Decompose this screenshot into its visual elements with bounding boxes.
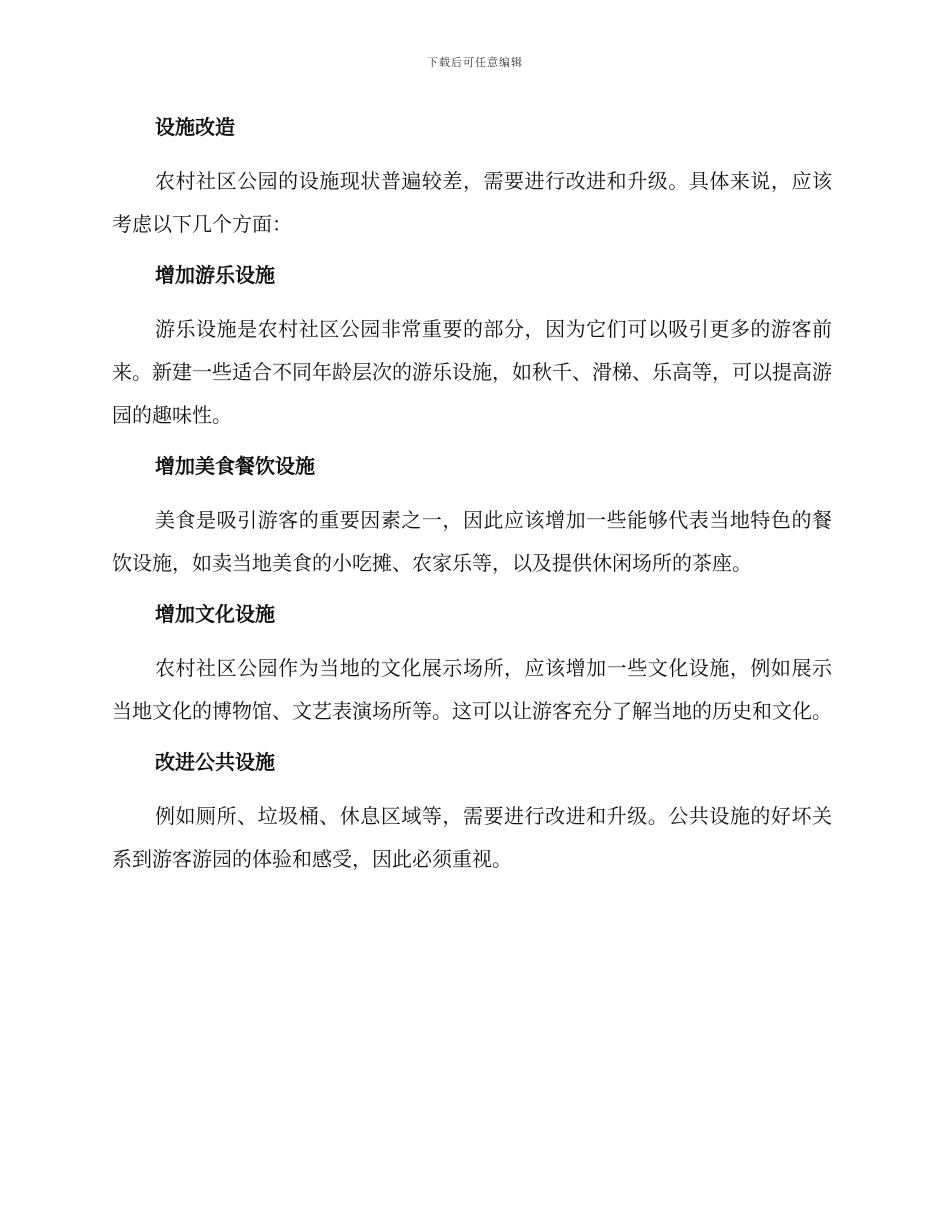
- section-cultural-facilities: [112, 595, 832, 733]
- section-facility-renovation: [112, 108, 832, 246]
- section-heading: 改进公共设施: [155, 750, 275, 774]
- section-public-facilities: [112, 743, 832, 881]
- section-heading: 增加游乐设施: [155, 263, 275, 287]
- section-heading: 设施改造: [155, 115, 235, 139]
- section-paragraph: 农村社区公园作为当地的文化展示场所，应该增加一些文化设施，例如展示当地文化的博物馆、文艺表演场所等。这可以让游客充分了解当地的历史和文化。: [112, 656, 832, 723]
- section-heading: 增加美食餐饮设施: [155, 454, 315, 478]
- section-paragraph: 游乐设施是农村社区公园非常重要的部分，因为它们可以吸引更多的游客前来。新建一些适合不同年龄层次的游乐设施，如秋千、滑梯、乐高等，可以提高游园的趣味性。: [112, 317, 832, 427]
- section-heading: 增加文化设施: [155, 602, 275, 626]
- section-paragraph: 例如厕所、垃圾桶、休息区域等，需要进行改进和升级。公共设施的好坏关系到游客游园的体验和感受，因此必须重视。: [112, 804, 832, 871]
- section-paragraph: 美食是吸引游客的重要因素之一，因此应该增加一些能够代表当地特色的餐饮设施，如卖当地美食的小吃摊、农家乐等，以及提供休闲场所的茶座。: [112, 508, 832, 575]
- document-body: [112, 108, 832, 891]
- section-recreation-facilities: [112, 256, 832, 437]
- section-food-facilities: [112, 447, 832, 585]
- section-paragraph: 农村社区公园的设施现状普遍较差，需要进行改进和升级。具体来说，应该考虑以下几个方面：: [112, 169, 832, 236]
- page-header: 下载后可任意编辑: [427, 56, 523, 69]
